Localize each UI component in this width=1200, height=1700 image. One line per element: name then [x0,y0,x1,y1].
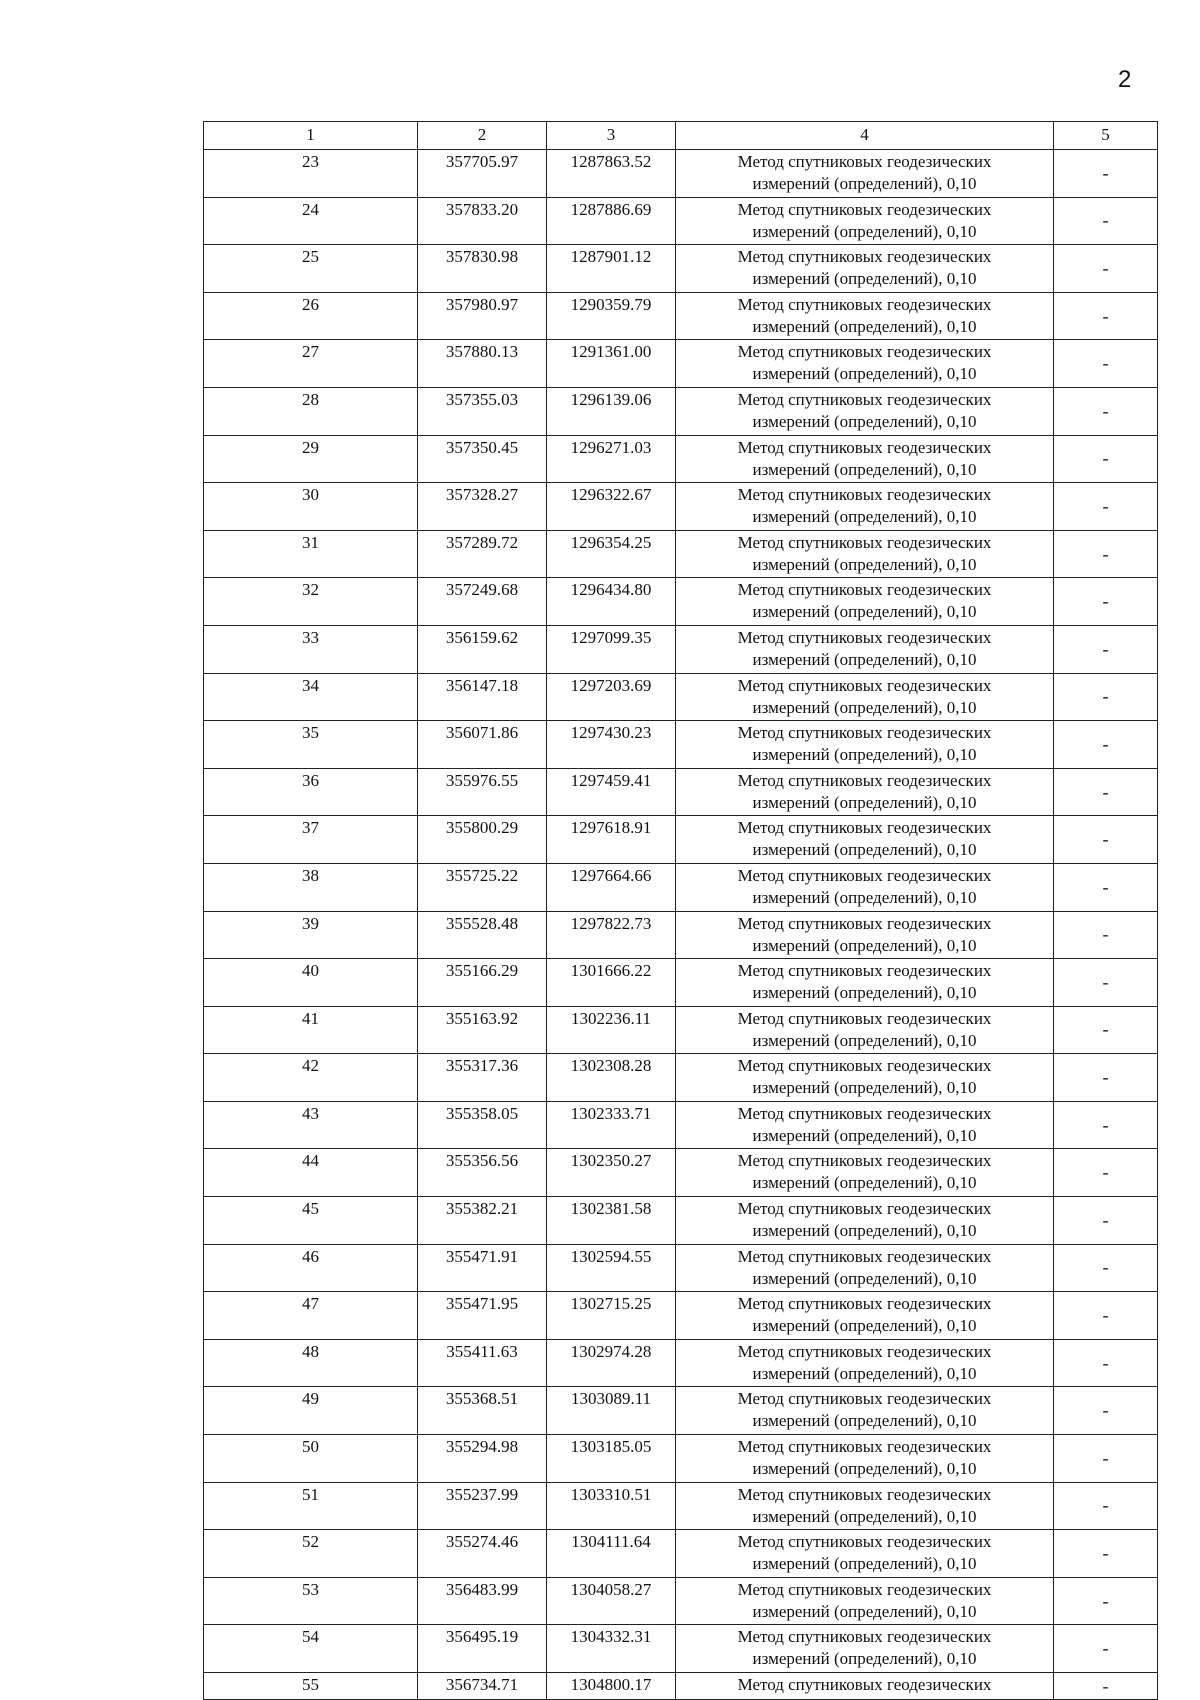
method-line-1: Метод спутниковых геодезических [737,818,992,838]
method-cell [676,245,1054,293]
method-line-2: измерений (определений), 0,10 [752,602,977,622]
table-row [204,1435,1158,1483]
y-coordinate-cell: 1297203.69 [547,673,676,721]
x-coordinate-cell: 355274.46 [418,1530,547,1578]
point-number-cell: 47 [204,1292,418,1340]
description-cell: - [1054,1244,1158,1292]
method-line-1: Метод спутниковых геодезических [737,1008,992,1028]
description-cell: - [1054,816,1158,864]
method-line-1: Метод спутниковых геодезических [737,770,992,790]
y-coordinate-cell: 1296354.25 [547,530,676,578]
x-coordinate-cell: 357350.45 [418,435,547,483]
x-coordinate-cell: 356071.86 [418,721,547,769]
x-coordinate-cell: 355471.95 [418,1292,547,1340]
point-number-cell: 41 [204,1006,418,1054]
description-cell: - [1054,197,1158,245]
y-coordinate-cell: 1291361.00 [547,340,676,388]
method-cell [676,1006,1054,1054]
x-coordinate-cell: 357880.13 [418,340,547,388]
table-row [204,1292,1158,1340]
y-coordinate-cell: 1302715.25 [547,1292,676,1340]
description-cell: - [1054,1435,1158,1483]
description-cell: - [1054,340,1158,388]
table-row [204,816,1158,864]
point-number-cell: 45 [204,1197,418,1245]
table-row [204,768,1158,816]
y-coordinate-cell: 1304800.17 [547,1673,676,1700]
point-number-cell: 54 [204,1625,418,1673]
point-number-cell: 34 [204,673,418,721]
description-cell: - [1054,1387,1158,1435]
table-row [204,1006,1158,1054]
description-cell: - [1054,245,1158,293]
point-number-cell: 48 [204,1339,418,1387]
y-coordinate-cell: 1296322.67 [547,483,676,531]
description-cell: - [1054,1197,1158,1245]
table-row [204,530,1158,578]
method-line-2: измерений (определений), 0,10 [752,364,977,384]
table-row [204,150,1158,198]
x-coordinate-cell: 356495.19 [418,1625,547,1673]
table-row [204,483,1158,531]
method-cell [676,1292,1054,1340]
table-row [204,721,1158,769]
y-coordinate-cell: 1296271.03 [547,435,676,483]
method-cell [676,483,1054,531]
y-coordinate-cell: 1287886.69 [547,197,676,245]
method-line-1: Метод спутниковых геодезических [737,294,992,314]
method-line-2: измерений (определений), 0,10 [752,697,977,717]
y-coordinate-cell: 1287863.52 [547,150,676,198]
table-row [204,911,1158,959]
method-line-1: Метод спутниковых геодезических [737,1627,992,1647]
table-row [204,1197,1158,1245]
point-number-cell: 24 [204,197,418,245]
table-row [204,1101,1158,1149]
method-cell [676,1577,1054,1625]
method-line-1: Метод спутниковых геодезических [737,1675,992,1694]
point-number-cell: 53 [204,1577,418,1625]
table-row [204,959,1158,1007]
table-row [204,1577,1158,1625]
point-number-cell: 29 [204,435,418,483]
method-line-1: Метод спутниковых геодезических [737,1579,992,1599]
table-row [204,1673,1158,1700]
method-cell [676,1625,1054,1673]
y-coordinate-cell: 1296139.06 [547,387,676,435]
description-cell: - [1054,1339,1158,1387]
method-line-1: Метод спутниковых геодезических [737,1294,992,1314]
header-cell-1: 1 [204,122,418,150]
point-number-cell: 31 [204,530,418,578]
description-cell: - [1054,1149,1158,1197]
table-row [204,1054,1158,1102]
method-line-1: Метод спутниковых геодезических [737,247,992,267]
method-cell [676,911,1054,959]
header-row [204,122,1158,150]
header-cell-5: 5 [1054,122,1158,150]
table-row [204,673,1158,721]
method-line-1: Метод спутниковых геодезических [737,1151,992,1171]
description-cell: - [1054,1673,1158,1700]
method-cell [676,1435,1054,1483]
method-cell [676,340,1054,388]
method-line-2: измерений (определений), 0,10 [752,1125,977,1145]
description-cell: - [1054,721,1158,769]
method-line-2: измерений (определений), 0,10 [752,174,977,193]
table-row [204,245,1158,293]
method-line-2: измерений (определений), 0,10 [752,1601,977,1621]
method-line-1: Метод спутниковых геодезических [737,580,992,600]
table-body [204,122,1158,1700]
point-number-cell: 50 [204,1435,418,1483]
x-coordinate-cell: 355471.91 [418,1244,547,1292]
y-coordinate-cell: 1303089.11 [547,1387,676,1435]
header-cell-2: 2 [418,122,547,150]
method-cell [676,578,1054,626]
method-cell [676,1673,1054,1700]
method-cell [676,1101,1054,1149]
table-row [204,578,1158,626]
method-line-2: измерений (определений), 0,10 [752,221,977,241]
x-coordinate-cell: 356734.71 [418,1673,547,1700]
description-cell: - [1054,1625,1158,1673]
table-row [204,863,1158,911]
table-row [204,340,1158,388]
x-coordinate-cell: 357249.68 [418,578,547,626]
method-line-1: Метод спутниковых геодезических [737,1056,992,1076]
y-coordinate-cell: 1302381.58 [547,1197,676,1245]
method-line-1: Метод спутниковых геодезических [737,1199,992,1219]
table-row [204,1149,1158,1197]
method-cell [676,1482,1054,1530]
description-cell: - [1054,673,1158,721]
y-coordinate-cell: 1302350.27 [547,1149,676,1197]
y-coordinate-cell: 1303310.51 [547,1482,676,1530]
method-line-2: измерений (определений), 0,10 [752,840,977,860]
x-coordinate-cell: 355725.22 [418,863,547,911]
method-line-1: Метод спутниковых геодезических [737,1389,992,1409]
point-number-cell: 42 [204,1054,418,1102]
method-line-1: Метод спутниковых геодезических [737,913,992,933]
point-number-cell: 38 [204,863,418,911]
method-line-1: Метод спутниковых геодезических [737,152,992,171]
y-coordinate-cell: 1287901.12 [547,245,676,293]
method-cell [676,435,1054,483]
x-coordinate-cell: 357980.97 [418,292,547,340]
method-line-1: Метод спутниковых геодезических [737,1532,992,1552]
method-line-2: измерений (определений), 0,10 [752,1363,977,1383]
point-number-cell: 49 [204,1387,418,1435]
x-coordinate-cell: 355166.29 [418,959,547,1007]
y-coordinate-cell: 1304111.64 [547,1530,676,1578]
point-number-cell: 25 [204,245,418,293]
method-line-2: измерений (определений), 0,10 [752,1221,977,1241]
x-coordinate-cell: 357355.03 [418,387,547,435]
x-coordinate-cell: 355237.99 [418,1482,547,1530]
method-cell [676,1339,1054,1387]
method-cell [676,816,1054,864]
y-coordinate-cell: 1302236.11 [547,1006,676,1054]
method-line-1: Метод спутниковых геодезических [737,961,992,981]
y-coordinate-cell: 1297459.41 [547,768,676,816]
y-coordinate-cell: 1302974.28 [547,1339,676,1387]
x-coordinate-cell: 355317.36 [418,1054,547,1102]
y-coordinate-cell: 1296434.80 [547,578,676,626]
description-cell: - [1054,530,1158,578]
point-number-cell: 40 [204,959,418,1007]
point-number-cell: 36 [204,768,418,816]
x-coordinate-cell: 355294.98 [418,1435,547,1483]
method-line-1: Метод спутниковых геодезических [737,437,992,457]
method-cell [676,959,1054,1007]
method-line-1: Метод спутниковых геодезических [737,627,992,647]
method-line-2: измерений (определений), 0,10 [752,459,977,479]
method-line-1: Метод спутниковых геодезических [737,1484,992,1504]
point-number-cell: 28 [204,387,418,435]
method-line-2: измерений (определений), 0,10 [752,1316,977,1336]
method-line-2: измерений (определений), 0,10 [752,411,977,431]
x-coordinate-cell: 355976.55 [418,768,547,816]
method-cell [676,1197,1054,1245]
description-cell: - [1054,1054,1158,1102]
method-cell [676,721,1054,769]
description-cell: - [1054,1101,1158,1149]
table-row [204,435,1158,483]
method-cell [676,197,1054,245]
method-line-2: измерений (определений), 0,10 [752,745,977,765]
method-line-1: Метод спутниковых геодезических [737,865,992,885]
point-number-cell: 39 [204,911,418,959]
method-cell [676,863,1054,911]
y-coordinate-cell: 1302308.28 [547,1054,676,1102]
table-row [204,197,1158,245]
description-cell: - [1054,911,1158,959]
method-line-2: измерений (определений), 0,10 [752,887,977,907]
x-coordinate-cell: 355368.51 [418,1387,547,1435]
table-row [204,1482,1158,1530]
point-number-cell: 52 [204,1530,418,1578]
point-number-cell: 46 [204,1244,418,1292]
method-line-2: измерений (определений), 0,10 [752,1030,977,1050]
point-number-cell: 32 [204,578,418,626]
point-number-cell: 37 [204,816,418,864]
y-coordinate-cell: 1304332.31 [547,1625,676,1673]
y-coordinate-cell: 1297430.23 [547,721,676,769]
method-line-2: измерений (определений), 0,10 [752,269,977,289]
point-number-cell: 33 [204,625,418,673]
description-cell: - [1054,768,1158,816]
point-number-cell: 44 [204,1149,418,1197]
description-cell: - [1054,292,1158,340]
description-cell: - [1054,1482,1158,1530]
header-cell-3: 3 [547,122,676,150]
method-line-1: Метод спутниковых геодезических [737,1103,992,1123]
y-coordinate-cell: 1302333.71 [547,1101,676,1149]
x-coordinate-cell: 357833.20 [418,197,547,245]
description-cell: - [1054,387,1158,435]
table-row [204,1244,1158,1292]
description-cell: - [1054,1292,1158,1340]
description-cell: - [1054,1006,1158,1054]
method-cell [676,1149,1054,1197]
x-coordinate-cell: 357830.98 [418,245,547,293]
x-coordinate-cell: 355356.56 [418,1149,547,1197]
method-line-2: измерений (определений), 0,10 [752,935,977,955]
method-line-2: измерений (определений), 0,10 [752,649,977,669]
table-row [204,1625,1158,1673]
table-row [204,1339,1158,1387]
header-cell-4: 4 [676,122,1054,150]
x-coordinate-cell: 355800.29 [418,816,547,864]
method-line-2: измерений (определений), 0,10 [752,1506,977,1526]
description-cell: - [1054,578,1158,626]
description-cell: - [1054,863,1158,911]
method-cell [676,673,1054,721]
method-line-1: Метод спутниковых геодезических [737,342,992,362]
method-line-1: Метод спутниковых геодезических [737,1437,992,1457]
page-number: 2 [1118,66,1132,93]
description-cell: - [1054,959,1158,1007]
x-coordinate-cell: 355382.21 [418,1197,547,1245]
method-line-2: измерений (определений), 0,10 [752,1554,977,1574]
method-cell [676,387,1054,435]
x-coordinate-cell: 356159.62 [418,625,547,673]
point-number-cell: 55 [204,1673,418,1700]
method-line-1: Метод спутниковых геодезических [737,723,992,743]
y-coordinate-cell: 1304058.27 [547,1577,676,1625]
point-number-cell: 27 [204,340,418,388]
method-line-2: измерений (определений), 0,10 [752,554,977,574]
description-cell: - [1054,483,1158,531]
x-coordinate-cell: 355528.48 [418,911,547,959]
table-row [204,387,1158,435]
description-cell: - [1054,435,1158,483]
method-cell [676,625,1054,673]
method-cell [676,768,1054,816]
method-cell [676,1387,1054,1435]
method-line-2: измерений (определений), 0,10 [752,1459,977,1479]
method-line-2: измерений (определений), 0,10 [752,507,977,527]
x-coordinate-cell: 357289.72 [418,530,547,578]
y-coordinate-cell: 1297822.73 [547,911,676,959]
x-coordinate-cell: 357328.27 [418,483,547,531]
method-line-1: Метод спутниковых геодезических [737,485,992,505]
method-line-2: измерений (определений), 0,10 [752,1268,977,1288]
description-cell: - [1054,150,1158,198]
method-cell [676,1244,1054,1292]
method-line-2: измерений (определений), 0,10 [752,316,977,336]
x-coordinate-cell: 356483.99 [418,1577,547,1625]
point-number-cell: 26 [204,292,418,340]
point-number-cell: 23 [204,150,418,198]
method-line-1: Метод спутниковых геодезических [737,532,992,552]
x-coordinate-cell: 356147.18 [418,673,547,721]
table-row [204,625,1158,673]
y-coordinate-cell: 1303185.05 [547,1435,676,1483]
point-number-cell: 35 [204,721,418,769]
method-line-2: измерений (определений), 0,10 [752,983,977,1003]
point-number-cell: 43 [204,1101,418,1149]
method-cell [676,292,1054,340]
method-line-1: Метод спутниковых геодезических [737,1246,992,1266]
method-line-1: Метод спутниковых геодезических [737,1341,992,1361]
x-coordinate-cell: 355411.63 [418,1339,547,1387]
x-coordinate-cell: 355163.92 [418,1006,547,1054]
method-line-2: измерений (определений), 0,10 [752,1649,977,1669]
y-coordinate-cell: 1297664.66 [547,863,676,911]
table-row [204,292,1158,340]
coordinates-table [203,121,1158,1700]
y-coordinate-cell: 1297099.35 [547,625,676,673]
x-coordinate-cell: 355358.05 [418,1101,547,1149]
y-coordinate-cell: 1302594.55 [547,1244,676,1292]
method-cell [676,1530,1054,1578]
method-cell [676,150,1054,198]
method-line-1: Метод спутниковых геодезических [737,199,992,219]
method-cell [676,530,1054,578]
method-cell [676,1054,1054,1102]
description-cell: - [1054,1530,1158,1578]
description-cell: - [1054,1577,1158,1625]
point-number-cell: 51 [204,1482,418,1530]
x-coordinate-cell: 357705.97 [418,150,547,198]
table-row [204,1387,1158,1435]
method-line-2: измерений (определений), 0,10 [752,1411,977,1431]
description-cell: - [1054,625,1158,673]
method-line-2: измерений (определений), 0,10 [752,1078,977,1098]
point-number-cell: 30 [204,483,418,531]
method-line-2: измерений (определений), 0,10 [752,1173,977,1193]
method-line-2: измерений (определений), 0,10 [752,792,977,812]
y-coordinate-cell: 1301666.22 [547,959,676,1007]
y-coordinate-cell: 1290359.79 [547,292,676,340]
method-line-1: Метод спутниковых геодезических [737,675,992,695]
table-row [204,1530,1158,1578]
method-line-1: Метод спутниковых геодезических [737,389,992,409]
y-coordinate-cell: 1297618.91 [547,816,676,864]
